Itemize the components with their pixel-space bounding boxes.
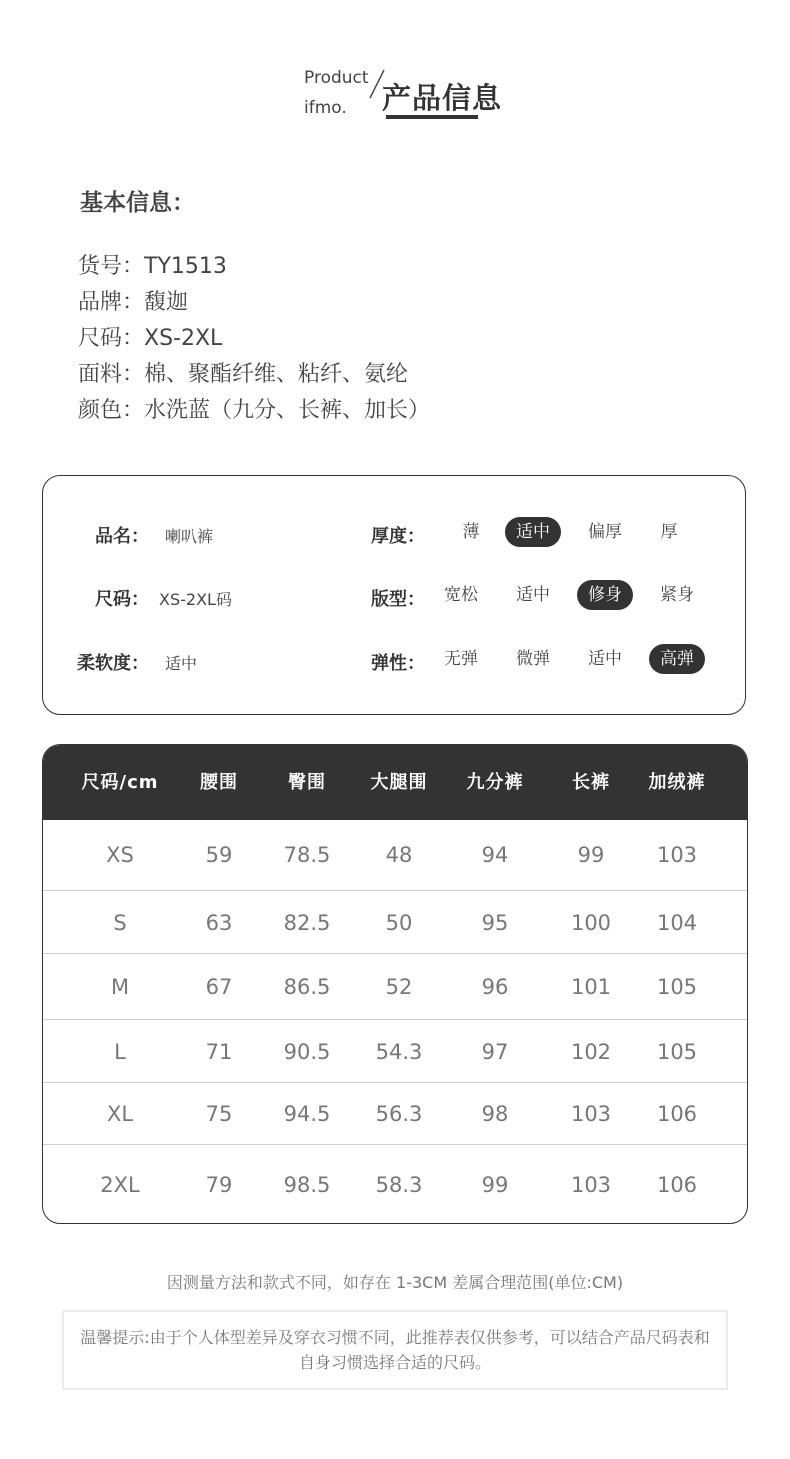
header-underline (386, 115, 478, 119)
table-cell: 106 (656, 1102, 698, 1126)
table-cell: 95 (481, 910, 509, 935)
table-cell: XL (106, 1102, 134, 1126)
table-cell: 101 (570, 975, 612, 999)
basic-info-value: 水洗蓝（九分、长裤、加长） (144, 398, 431, 423)
table-cell: 103 (570, 1173, 612, 1197)
table-cell: 78.5 (283, 843, 331, 867)
table-cell: 97 (481, 1039, 509, 1064)
full-length-header: 长裤 (572, 772, 610, 793)
table-cell: 103 (656, 843, 698, 867)
hip-header: 臀围 (288, 772, 326, 793)
elasticity-option-slight: 微弹 (516, 649, 550, 669)
product-name-label: 品名： (95, 526, 149, 547)
size-value: XS-2XL码 (159, 590, 232, 609)
table-cell: 96 (481, 975, 509, 999)
table-cell: 63 (205, 910, 233, 935)
table-cell: 98.5 (283, 1173, 331, 1197)
table-cell: 67 (205, 975, 233, 999)
table-cell: 94 (481, 843, 509, 867)
cropped-length-header: 九分裤 (466, 772, 524, 793)
size-table (42, 744, 748, 1224)
fleece-length-header: 加绒裤 (648, 772, 706, 793)
table-cell: XS (106, 843, 134, 867)
basic-info-item (78, 252, 430, 288)
attribute-card (42, 475, 746, 715)
fit-option-loose: 宽松 (444, 585, 478, 605)
table-row (43, 890, 747, 954)
thickness-option-thickish: 偏厚 (588, 522, 622, 542)
table-cell: 100 (570, 910, 612, 935)
basic-info-value: 馥迦 (144, 290, 189, 315)
table-cell: 86.5 (283, 975, 331, 999)
table-cell: 59 (205, 843, 233, 867)
tip-box (62, 1310, 728, 1390)
table-cell: 75 (205, 1102, 233, 1126)
size-table-header (43, 745, 747, 820)
elasticity-option-high: 高弹 (649, 644, 705, 674)
basic-info-item (78, 396, 430, 432)
header-en-product: Product (304, 68, 369, 88)
table-cell: 98 (481, 1102, 509, 1126)
basic-info-value: XS-2XL (144, 326, 223, 351)
elasticity-option-medium: 适中 (588, 649, 622, 669)
basic-info-key: 颜色： (78, 398, 145, 423)
header-en-ifmo: ifmo. (304, 98, 347, 118)
fit-label: 版型： (371, 589, 425, 610)
table-cell: M (110, 975, 130, 999)
table-cell: 105 (656, 1039, 698, 1064)
table-cell: 58.3 (375, 1173, 423, 1197)
table-cell: 71 (205, 1039, 233, 1064)
table-row (43, 1082, 747, 1145)
softness-label: 柔软度： (77, 653, 149, 674)
thickness-option-thick: 厚 (660, 522, 678, 542)
size-label: 尺码： (95, 589, 149, 610)
thickness-label: 厚度： (371, 526, 425, 547)
table-row (43, 953, 747, 1020)
basic-info-key: 面料： (78, 362, 145, 387)
table-cell: 99 (577, 843, 605, 867)
tip-text: 温馨提示:由于个人体型差异及穿衣习惯不同，此推荐表仅供参考，可以结合产品尺码表和自身习惯选择合适的尺码。 (80, 1328, 710, 1372)
table-cell: 99 (481, 1173, 509, 1197)
basic-info-value: 棉、聚酯纤维、粘纤、氨纶 (144, 362, 409, 387)
elasticity-label: 弹性： (371, 653, 425, 674)
thigh-header: 大腿围 (370, 772, 428, 793)
table-cell: 56.3 (375, 1102, 423, 1126)
basic-info-value: TY1513 (144, 254, 227, 279)
thickness-option-medium: 适中 (505, 517, 561, 547)
elasticity-option-none: 无弹 (444, 649, 478, 669)
thickness-option-thin: 薄 (462, 522, 480, 542)
table-cell: 105 (656, 975, 698, 999)
table-cell: 104 (656, 910, 698, 935)
table-cell: 79 (205, 1173, 233, 1197)
waist-header: 腰围 (200, 772, 238, 793)
basic-info-key: 品牌： (78, 290, 145, 315)
basic-info-key: 尺码： (78, 326, 145, 351)
table-cell: 90.5 (283, 1039, 331, 1064)
table-row (43, 1019, 747, 1083)
table-cell: L (114, 1039, 126, 1064)
measurement-note: 因测量方法和款式不同，如存在 1-3CM 差属合理范围(单位:CM) (166, 1273, 624, 1292)
table-cell: 48 (385, 843, 413, 867)
table-cell: 94.5 (283, 1102, 331, 1126)
fit-option-regular: 适中 (516, 585, 550, 605)
basic-info-item (78, 288, 430, 324)
basic-info-list (78, 252, 430, 432)
fit-option-tight: 紧身 (660, 585, 694, 605)
basic-info-item (78, 360, 430, 396)
table-cell: 54.3 (375, 1039, 423, 1064)
table-cell: 2XL (100, 1173, 140, 1197)
product-name-value: 喇叭裤 (165, 527, 214, 546)
basic-info-title: 基本信息： (80, 190, 195, 216)
basic-info-item (78, 324, 430, 360)
table-cell: 103 (570, 1102, 612, 1126)
basic-info-key: 货号： (78, 254, 145, 279)
table-cell: 50 (385, 910, 413, 935)
table-cell: 52 (385, 975, 413, 999)
size-header: 尺码/cm (81, 772, 159, 793)
table-row (43, 820, 747, 890)
fit-option-slim: 修身 (577, 580, 633, 610)
header-title: 产品信息 (382, 81, 503, 115)
table-cell: 106 (656, 1173, 698, 1197)
table-cell: 82.5 (283, 910, 331, 935)
table-row (43, 1144, 747, 1224)
table-cell: 102 (570, 1039, 612, 1064)
softness-value: 适中 (165, 654, 198, 673)
table-cell: S (113, 910, 127, 935)
